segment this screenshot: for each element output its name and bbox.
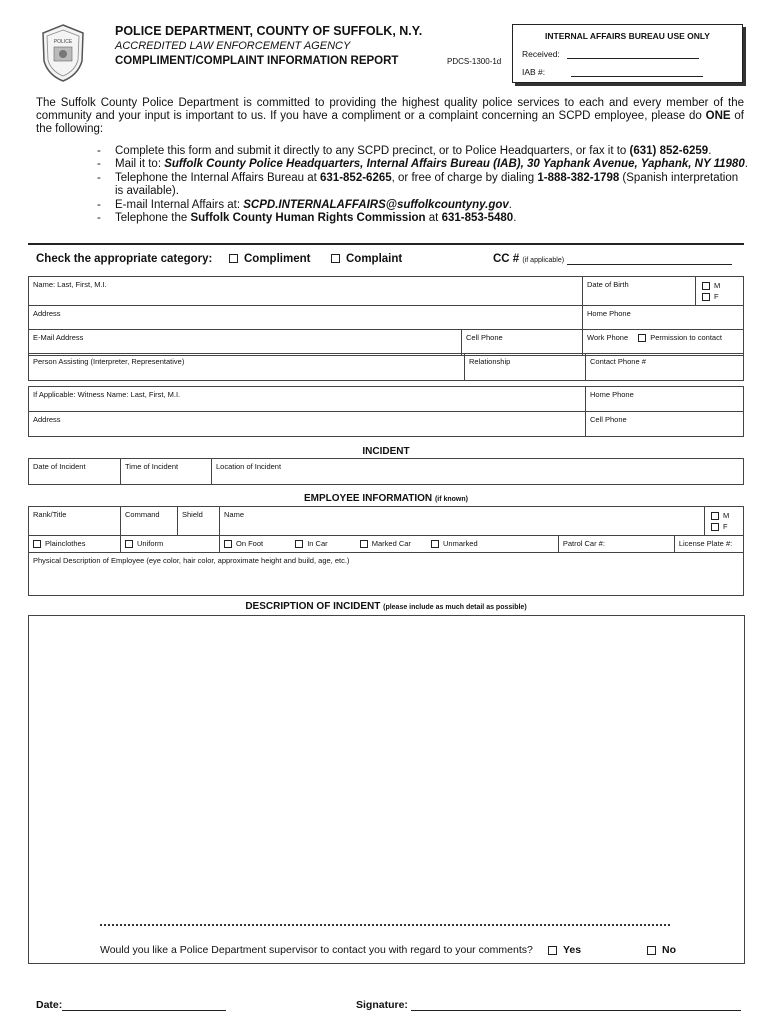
contact-yes-option[interactable] [548, 944, 581, 956]
yes-label: Yes [563, 944, 582, 956]
intro-text: The Suffolk County Police Department is committed to providing the highest quality police services to each and every member of the community and your input is important to us. If you have a compliment or a complaint concerning an SCPD employee, please do [36, 97, 744, 122]
dob-label: Date of Birth [587, 280, 629, 289]
bullet-end: . [513, 212, 517, 224]
date-row [36, 999, 226, 1011]
iab-number-row [522, 67, 703, 77]
command-cell[interactable] [121, 507, 178, 536]
description-note: (please include as much detail as possible) [383, 604, 527, 611]
bullet-telephone-iab [97, 172, 743, 198]
employee-note: (if known) [434, 496, 468, 503]
date-field[interactable] [62, 1010, 226, 1011]
plainclothes-option[interactable] [29, 536, 121, 553]
on-foot-label: On Foot [236, 539, 264, 548]
dob-cell[interactable] [583, 277, 696, 306]
unmarked-option[interactable] [431, 539, 478, 548]
in-car-label: In Car [307, 539, 328, 548]
incident-time-cell[interactable] [121, 459, 212, 485]
received-label: Received: [522, 49, 560, 59]
seal-text: POLICE [53, 39, 73, 45]
license-plate-label: License Plate #: [678, 539, 733, 548]
employee-sex-m-option[interactable] [711, 510, 739, 521]
intro-paragraph [36, 97, 744, 136]
home-phone-cell[interactable] [583, 306, 744, 330]
patrol-car-cell[interactable] [558, 536, 674, 553]
cc-number-row [493, 253, 732, 265]
incident-date-label: Date of Incident [33, 462, 86, 471]
bullet-text: Telephone the [115, 212, 191, 224]
contact-no-option[interactable] [647, 944, 676, 956]
name-cell[interactable] [29, 277, 583, 306]
witness-address-label: Address [33, 415, 61, 424]
address-label: Address [33, 309, 61, 318]
license-plate-cell[interactable] [674, 536, 743, 553]
category-label: Check the appropriate category: [36, 253, 213, 265]
permission-label: Permission to contact [650, 333, 722, 342]
bullet-mail [97, 158, 755, 171]
compliment-label: Compliment [244, 253, 311, 265]
unmarked-label: Unmarked [443, 539, 478, 548]
assistant-table [28, 353, 744, 381]
m-label: M [714, 281, 721, 290]
cell-phone-cell[interactable] [462, 330, 583, 356]
bullet-text: E-mail Internal Affairs at: [115, 199, 244, 211]
intro-text-end: of the following: [36, 110, 744, 135]
signature-label: Signature: [356, 999, 408, 1011]
incident-table [28, 458, 744, 485]
fax-number: (631) 852-6259 [629, 145, 709, 157]
complaint-checkbox[interactable] [331, 254, 340, 263]
bullet-text: Telephone the Internal Affairs Bureau at [115, 172, 321, 184]
on-foot-option[interactable] [224, 539, 263, 548]
toll-free-phone: 1-888-382-1798 [537, 172, 620, 184]
home-phone-label: Home Phone [587, 309, 631, 318]
bullet-text: (Spanish interpretation is available). [115, 172, 739, 197]
name-label: Name: Last, First, M.I. [33, 280, 107, 289]
permission-option[interactable] [638, 333, 722, 342]
incident-title: INCIDENT [362, 446, 410, 457]
witness-name-label: If Applicable: Witness Name: Last, First, M.I. [33, 390, 181, 399]
form-number: PDCS-1300-1d [447, 57, 502, 66]
address-cell[interactable] [29, 306, 583, 330]
sex-cell [696, 277, 744, 306]
department-title: POLICE DEPARTMENT, COUNTY OF SUFFOLK, N.Y. [115, 24, 423, 38]
section-divider [28, 243, 744, 245]
bullet-text: Mail it to: [115, 158, 165, 170]
incident-location-cell[interactable] [212, 459, 744, 485]
complaint-option[interactable] [331, 253, 402, 265]
bullet-dash: - [97, 145, 101, 157]
witness-home-phone-cell[interactable] [586, 387, 744, 412]
intro-one: ONE [705, 110, 731, 122]
rank-label: Rank/Title [33, 510, 67, 519]
bullet-dash: - [97, 172, 101, 184]
command-label: Command [125, 510, 160, 519]
iab-title: INTERNAL AFFAIRS BUREAU USE ONLY [545, 31, 710, 41]
witness-name-cell[interactable] [29, 387, 586, 412]
signature-row [356, 999, 741, 1011]
marked-car-option[interactable] [360, 539, 411, 548]
incident-time-label: Time of Incident [125, 462, 179, 471]
iab-number-field[interactable] [571, 76, 703, 77]
assisting-cell[interactable] [29, 354, 465, 381]
bullet-human-rights [97, 212, 743, 225]
signature-field[interactable] [411, 1010, 741, 1011]
sex-m-option[interactable] [702, 280, 739, 291]
contact-phone-label: Contact Phone # [590, 357, 646, 366]
description-title-text: DESCRIPTION OF INCIDENT [245, 601, 381, 612]
work-phone-cell[interactable] [583, 330, 744, 356]
dotted-separator [100, 924, 670, 926]
uniform-label: Uniform [137, 539, 164, 548]
email-cell[interactable] [29, 330, 462, 356]
physical-description-label: Physical Description of Employee (eye color, hair color, approximate height and build, age, etc.) [33, 556, 350, 565]
shield-label: Shield [182, 510, 203, 519]
police-seal-icon [38, 23, 88, 83]
incident-date-cell[interactable] [29, 459, 121, 485]
patrol-car-label: Patrol Car #: [562, 539, 605, 548]
bullet-end: . [744, 158, 748, 170]
compliment-checkbox[interactable] [229, 254, 238, 263]
iab-use-only-box [512, 24, 743, 83]
relationship-cell[interactable] [465, 354, 586, 381]
plainclothes-label: Plainclothes [45, 539, 86, 548]
mail-address: Suffolk County Police Headquarters, Internal Affairs Bureau (IAB), 30 Yaphank Avenue, Yaphank, NY 11980 [164, 158, 745, 170]
witness-address-cell[interactable] [29, 412, 586, 437]
employee-sex-cell [705, 507, 744, 536]
iab-phone: 631-852-6265 [320, 172, 392, 184]
hrc-phone: 631-853-5480 [441, 212, 514, 224]
agency-subtitle: ACCREDITED LAW ENFORCEMENT AGENCY [115, 40, 351, 52]
employee-name-label: Name [224, 510, 245, 519]
cc-number-field[interactable] [567, 264, 732, 265]
bullet-submit [97, 145, 743, 158]
bullet-text: at [425, 212, 442, 224]
no-label: No [662, 944, 676, 956]
bullet-end: . [508, 199, 512, 211]
physical-description-cell[interactable] [29, 553, 744, 596]
contact-question: Would you like a Police Department supervisor to contact you with regard to your comments? [100, 944, 533, 956]
iab-email: SCPD.INTERNALAFFAIRS@suffolkcountyny.gov [243, 199, 509, 211]
bullet-text: , or free of charge by dialing [391, 172, 538, 184]
bullet-dash: - [97, 158, 101, 170]
bullet-text: Complete this form and submit it directly to any SCPD precinct, or to Police Headquarters, or fax it to [115, 145, 630, 157]
hrc-name: Suffolk County Human Rights Commission [190, 212, 426, 224]
received-field[interactable] [567, 58, 699, 59]
contact-phone-cell[interactable] [586, 354, 744, 381]
assisting-label: Person Assisting (Interpreter, Representative) [33, 357, 185, 366]
employee-table [28, 506, 744, 596]
description-title [28, 601, 744, 612]
bullet-dash: - [97, 199, 101, 211]
employee-title [28, 493, 744, 504]
foot-car-cell [220, 536, 559, 553]
iab-received-row [522, 49, 699, 59]
complaint-label: Complaint [346, 253, 403, 265]
f-label: F [723, 522, 728, 531]
bullet-end: . [708, 145, 712, 157]
in-car-option[interactable] [295, 539, 327, 548]
cc-note: (if applicable) [522, 257, 565, 264]
witness-table [28, 386, 744, 437]
complainant-table [28, 276, 744, 356]
report-title: COMPLIMENT/COMPLAINT INFORMATION REPORT [115, 55, 399, 67]
incident-description-field[interactable] [28, 615, 745, 964]
employee-name-cell[interactable] [220, 507, 705, 536]
email-label: E-Mail Address [33, 333, 84, 342]
witness-cell-phone-cell[interactable] [586, 412, 744, 437]
f-label: F [714, 292, 719, 301]
date-label: Date: [36, 999, 63, 1011]
work-phone-label: Work Phone [587, 333, 629, 342]
incident-location-label: Location of Incident [216, 462, 282, 471]
witness-cell-phone-label: Cell Phone [590, 415, 627, 424]
relationship-label: Relationship [469, 357, 511, 366]
shield-cell[interactable] [178, 507, 220, 536]
employee-sex-f-option[interactable] [711, 521, 739, 532]
m-label: M [723, 511, 730, 520]
rank-cell[interactable] [29, 507, 121, 536]
yes-checkbox[interactable] [548, 946, 557, 955]
witness-home-phone-label: Home Phone [590, 390, 634, 399]
iab-number-label: IAB #: [522, 67, 546, 77]
sex-f-option[interactable] [702, 291, 739, 302]
compliment-option[interactable] [229, 253, 310, 265]
cell-phone-label: Cell Phone [466, 333, 503, 342]
employee-title-text: EMPLOYEE INFORMATION [304, 493, 433, 504]
bullet-dash: - [97, 212, 101, 224]
bullet-email [97, 199, 743, 212]
no-checkbox[interactable] [647, 946, 656, 955]
uniform-option[interactable] [121, 536, 220, 553]
marked-car-label: Marked Car [371, 539, 411, 548]
cc-label: CC # [493, 253, 520, 265]
